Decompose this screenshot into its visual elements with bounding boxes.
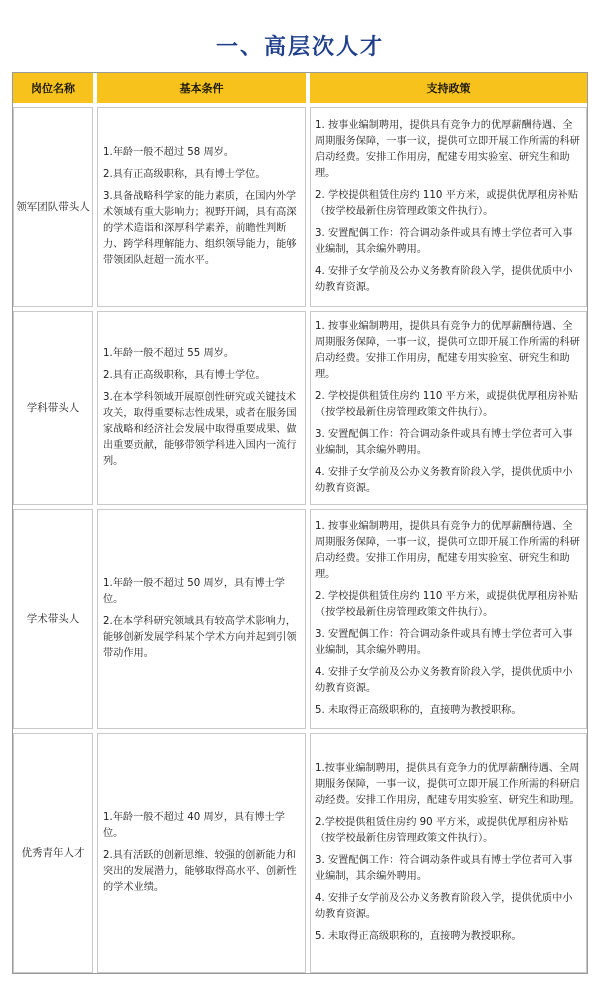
- policy-item: 1. 按事业编制聘用，提供具有竞争力的优厚薪酬待遇、全周期服务保障，一事一议，提供可立即开展工作所需的科研启动经费。安排工作用房，配建专用实验室、研究生和助理。: [315, 521, 580, 580]
- header-policies: 支持政策: [310, 73, 587, 103]
- condition-item: 1.年龄一般不超过 55 周岁。: [103, 348, 235, 359]
- page-title: 一、高层次人才: [215, 34, 384, 60]
- table-row: [13, 505, 587, 729]
- conditions-cell: [97, 733, 310, 973]
- condition-item: 3.在本学科领域开展原创性研究或关键技术攻关，取得重要标志性成果，或者在服务国家战略和经济社会发展中取得重要成果、做出重要贡献，能够带领学科进入国内一流行列。: [103, 392, 297, 467]
- talent-table: [12, 72, 588, 974]
- condition-item: 1.年龄一般不超过 58 周岁。: [103, 147, 235, 158]
- position-name: 领军团队带头人: [13, 107, 97, 307]
- conditions-cell: [97, 107, 310, 307]
- policy-item: 4. 安排子女学前及公办义务教育阶段入学，提供优质中小幼教育资源。: [315, 266, 573, 293]
- position-name: 学术带头人: [13, 509, 97, 729]
- condition-item: 2.具有正高级职称，具有博士学位。: [103, 370, 266, 381]
- condition-item: 2.具有活跃的创新思维、较强的创新能力和突出的发展潜力，能够取得高水平、创新性的学术业绩。: [103, 850, 297, 893]
- condition-item: 3.具备战略科学家的能力素质，在国内外学术领域有重大影响力；视野开阔，具有高深的学术造诣和深厚科学素养，前瞻性判断力、跨学科理解能力、组织领导能力，能够带领团队赶超一流水平。: [103, 191, 297, 266]
- policies-cell: [310, 733, 587, 973]
- policies-cell: [310, 311, 587, 505]
- policy-item: 4. 安排子女学前及公办义务教育阶段入学，提供优质中小幼教育资源。: [315, 893, 573, 920]
- policy-item: 2. 学校提供租赁住房约 110 平方米，或提供优厚租房补贴（按学校最新住房管理政策文件执行）。: [315, 591, 579, 618]
- policy-item: 3. 安置配偶工作：符合调动条件或具有博士学位者可入事业编制，其余编外聘用。: [315, 629, 573, 656]
- condition-item: 2.在本学科研究领域具有较高学术影响力，能够创新发展学科某个学术方向并起到引领带动作用。: [103, 616, 297, 659]
- condition-item: 1.年龄一般不超过 40 周岁，具有博士学位。: [103, 812, 285, 839]
- policy-item: 1. 按事业编制聘用，提供具有竞争力的优厚薪酬待遇、全周期服务保障，一事一议，提供可立即开展工作所需的科研启动经费。安排工作用房，配建专用实验室、研究生和助理。: [315, 321, 580, 380]
- policy-item: 4. 安排子女学前及公办义务教育阶段入学，提供优质中小幼教育资源。: [315, 667, 573, 694]
- position-name: 优秀青年人才: [13, 733, 97, 973]
- policy-item: 2.学校提供租赁住房约 90 平方米，或提供优厚租房补贴（按学校最新住房管理政策文件执行）。: [315, 817, 569, 844]
- policy-item: 4. 安排子女学前及公办义务教育阶段入学，提供优质中小幼教育资源。: [315, 467, 573, 494]
- policy-item: 3. 安置配偶工作：符合调动条件或具有博士学位者可入事业编制，其余编外聘用。: [315, 855, 573, 882]
- conditions-cell: [97, 311, 310, 505]
- conditions-cell: [97, 509, 310, 729]
- policies-cell: [310, 509, 587, 729]
- table-row: [13, 103, 587, 307]
- policy-item: 3. 安置配偶工作：符合调动条件或具有博士学位者可入事业编制，其余编外聘用。: [315, 429, 573, 456]
- policy-item: 1. 按事业编制聘用，提供具有竞争力的优厚薪酬待遇、全周期服务保障，一事一议，提供可立即开展工作所需的科研启动经费。安排工作用房，配建专用实验室、研究生和助理。: [315, 120, 580, 179]
- policy-item: 5. 未取得正高级职称的，直接聘为教授职称。: [315, 931, 522, 942]
- condition-item: 2.具有正高级职称，具有博士学位。: [103, 169, 266, 180]
- position-name: 学科带头人: [13, 311, 97, 505]
- table-row: [13, 307, 587, 505]
- policy-item: 1.按事业编制聘用，提供具有竞争力的优厚薪酬待遇、全周期服务保障，一事一议，提供可立即开展工作所需的科研启动经费。安排工作用房，配建专用实验室、研究生和助理。: [315, 763, 580, 806]
- policy-item: 2. 学校提供租赁住房约 110 平方米，或提供优厚租房补贴（按学校最新住房管理政策文件执行）。: [315, 190, 579, 217]
- header-position: 岗位名称: [13, 73, 97, 103]
- table-header-row: [13, 73, 587, 103]
- policy-item: 5. 未取得正高级职称的，直接聘为教授职称。: [315, 705, 522, 716]
- policy-item: 3. 安置配偶工作：符合调动条件或具有博士学位者可入事业编制，其余编外聘用。: [315, 228, 573, 255]
- policy-item: 2. 学校提供租赁住房约 110 平方米，或提供优厚租房补贴（按学校最新住房管理政策文件执行）。: [315, 391, 579, 418]
- table-row: [13, 729, 587, 973]
- policies-cell: [310, 107, 587, 307]
- header-conditions: 基本条件: [97, 73, 310, 103]
- condition-item: 1.年龄一般不超过 50 周岁，具有博士学位。: [103, 578, 285, 605]
